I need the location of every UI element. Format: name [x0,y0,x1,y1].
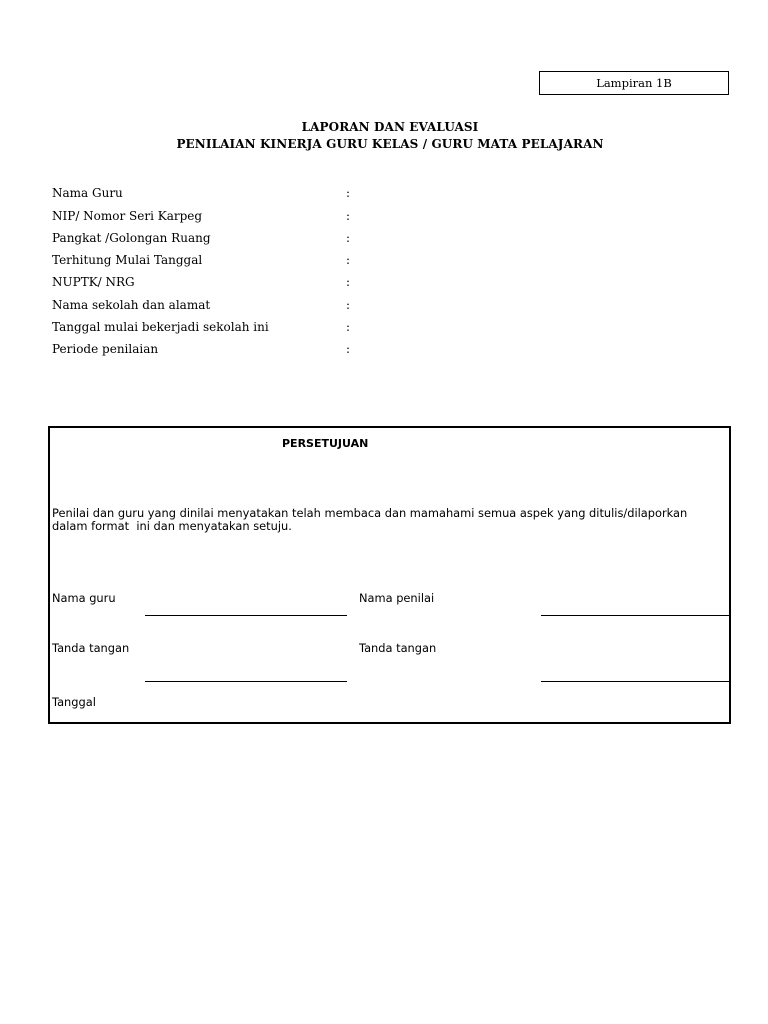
nama-guru-line[interactable] [145,615,347,616]
field-label-tanggal-mulai: Tanggal mulai bekerjadi sekolah ini [52,320,269,334]
field-label-nuptk: NUPTK/ NRG [52,275,135,289]
field-label-nama-guru: Nama Guru [52,186,123,200]
field-colon: : [346,298,351,312]
tanda-tangan-guru-line[interactable] [145,681,347,682]
tanda-tangan-penilai-label: Tanda tangan [359,641,437,655]
field-colon: : [346,186,351,200]
field-colon: : [346,231,351,245]
tanda-tangan-penilai-line[interactable] [541,681,730,682]
field-colon: : [346,275,351,289]
field-colon: : [346,209,351,223]
report-title: LAPORAN DAN EVALUASI [301,120,479,134]
nama-penilai-line[interactable] [541,615,730,616]
report-subtitle: PENILAIAN KINERJA GURU KELAS / GURU MATA PELAJARAN [176,137,604,151]
approval-statement-line2: dalam format ini dan menyatakan setuju. [52,519,292,533]
approval-title: PERSETUJUAN [282,437,369,450]
attachment-label: Lampiran 1B [539,71,729,95]
approval-box [48,426,731,724]
field-label-pangkat: Pangkat /Golongan Ruang [52,231,211,245]
tanggal-label: Tanggal [52,695,96,709]
field-colon: : [346,320,351,334]
field-label-nip: NIP/ Nomor Seri Karpeg [52,209,203,223]
field-label-terhitung: Terhitung Mulai Tanggal [52,253,203,267]
approval-statement [52,507,732,533]
field-colon: : [346,342,351,356]
tanda-tangan-guru-label: Tanda tangan [52,641,130,655]
nama-guru-label: Nama guru [52,591,116,605]
approval-statement-line1: Penilai dan guru yang dinilai menyatakan telah membaca dan mamahami semua aspek yang ditulis/dilaporkan [52,506,688,520]
field-label-sekolah: Nama sekolah dan alamat [52,298,211,312]
nama-penilai-label: Nama penilai [359,591,435,605]
field-colon: : [346,253,351,267]
field-label-periode: Periode penilaian [52,342,159,356]
